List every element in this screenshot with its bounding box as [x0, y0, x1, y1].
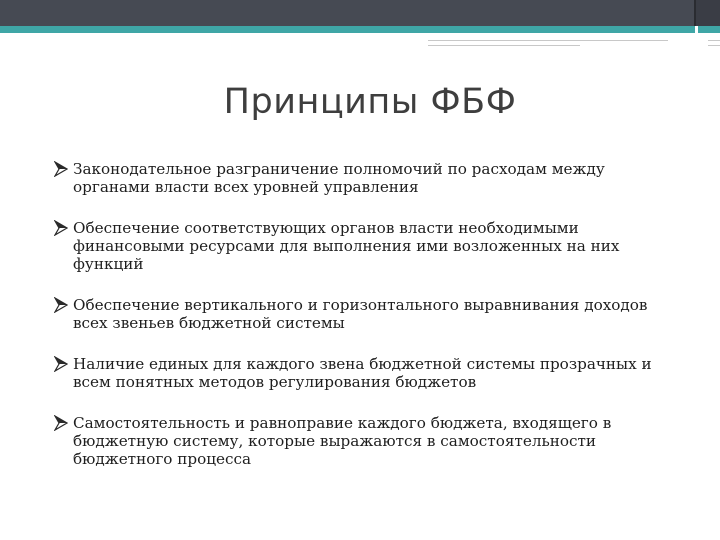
bullet-item: [54, 414, 674, 468]
decorative-line: [428, 40, 668, 41]
bullet-list: [54, 160, 674, 491]
bullet-item: [54, 296, 674, 332]
arrowhead-bullet-icon: [54, 297, 68, 313]
bullet-text: Обеспечение соответствующих органов власти необходимыми финансовыми ресурсами для выполнения ими возложенных на них функций: [73, 219, 620, 273]
arrowhead-bullet-icon: [54, 356, 68, 372]
bullet-text: Наличие единых для каждого звена бюджетной системы прозрачных и всем понятных методов регулирования бюджетов: [73, 355, 652, 391]
decorative-line: [708, 40, 720, 41]
bullet-text: Обеспечение вертикального и горизонтального выравнивания доходов всех звеньев бюджетной системы: [73, 296, 648, 332]
arrowhead-bullet-icon: [54, 220, 68, 236]
bullet-item: [54, 219, 674, 273]
top-header-band: [0, 0, 720, 26]
header-corner-block: [696, 0, 720, 26]
bullet-text: Законодательное разграничение полномочий по расходам между органами власти всех уровней управления: [73, 160, 605, 196]
accent-strip: [0, 26, 720, 33]
arrowhead-bullet-icon: [54, 161, 68, 177]
bullet-text: Самостоятельность и равноправие каждого бюджета, входящего в бюджетную систему, которые выражаются в самостоятельности бюджетного процесса: [73, 414, 612, 468]
accent-strip-gap: [695, 26, 698, 33]
bullet-item: [54, 355, 674, 391]
arrowhead-bullet-icon: [54, 415, 68, 431]
decorative-line: [708, 45, 720, 46]
slide-title: Принципы ФБФ: [223, 82, 517, 122]
bullet-item: [54, 160, 674, 196]
decorative-line: [428, 45, 580, 46]
